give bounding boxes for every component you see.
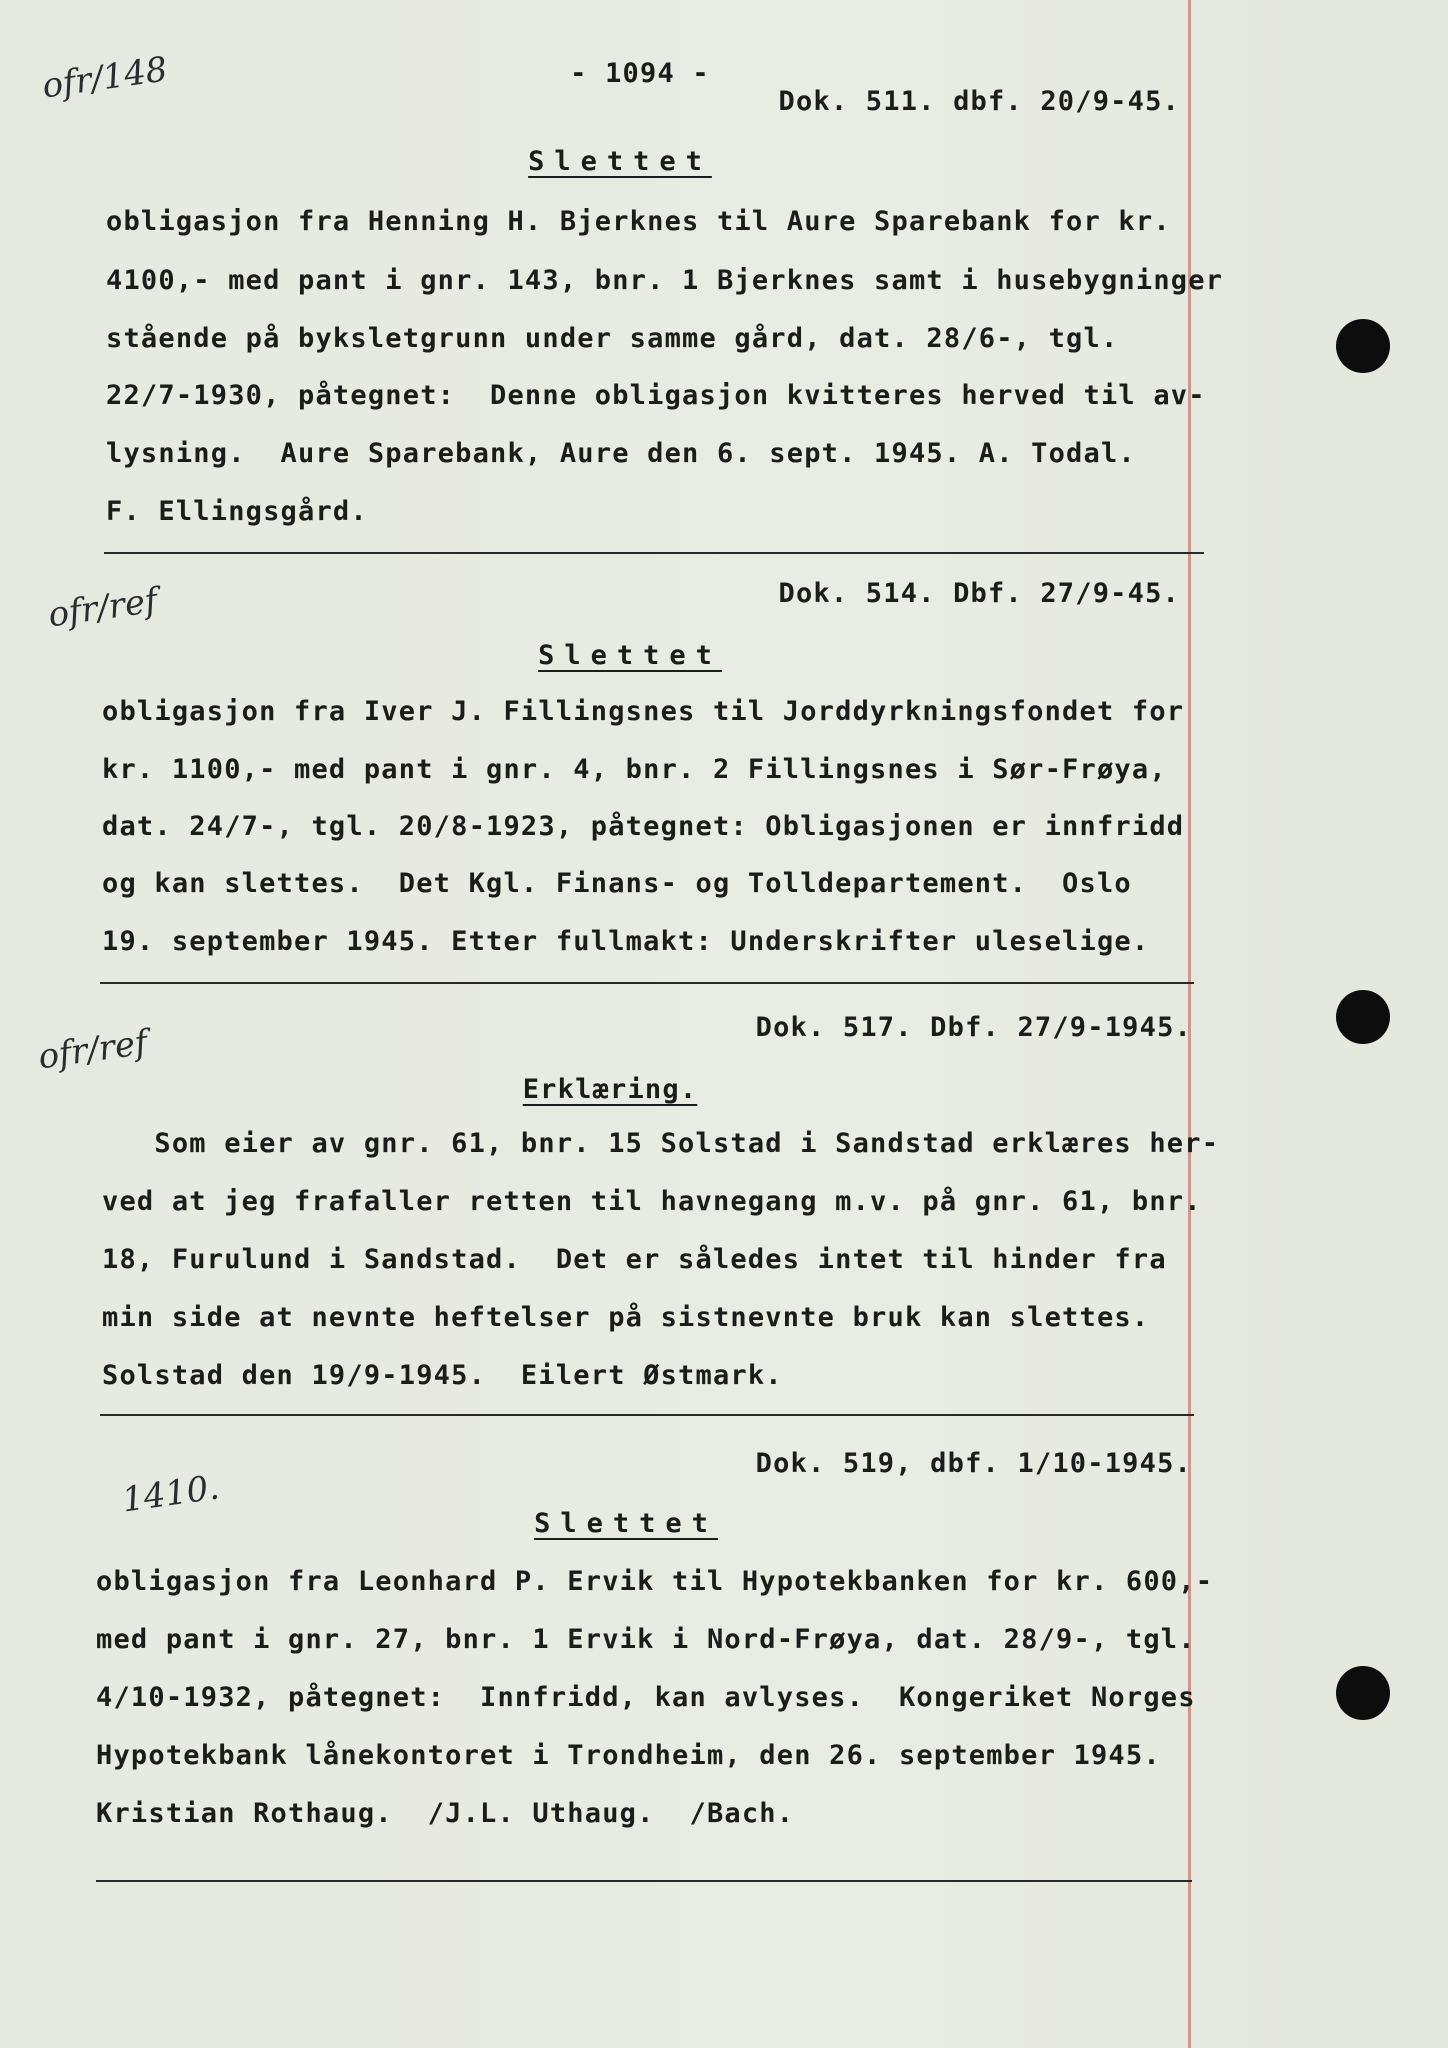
- entry-line: min side at nevnte heftelser på sistnevnte bruk kan slettes.: [102, 1302, 1150, 1333]
- entry-line: og kan slettes. Det Kgl. Finans- og Tolldepartement. Oslo: [102, 868, 1132, 899]
- entry-line: obligasjon fra Iver J. Fillingsnes til Jorddyrkningsfondet for: [102, 696, 1185, 727]
- entry-ref: Dok. 519, dbf. 1/10-1945.: [755, 1448, 1192, 1479]
- entry-line: 19. september 1945. Etter fullmakt: Underskrifter uleselige.: [102, 926, 1150, 957]
- entry-line: 4100,- med pant i gnr. 143, bnr. 1 Bjerknes samt i husebygninger: [106, 265, 1224, 296]
- margin-note: 1410.: [119, 1467, 222, 1521]
- entry-line: med pant i gnr. 27, bnr. 1 Ervik i Nord-Frøya, dat. 28/9-, tgl.: [96, 1624, 1196, 1655]
- entry-heading: Erklæring.: [522, 1074, 698, 1105]
- entry-ref: Dok. 517. Dbf. 27/9-1945.: [755, 1012, 1192, 1043]
- entry-line: ved at jeg frafaller retten til havnegang m.v. på gnr. 61, bnr.: [102, 1186, 1202, 1217]
- page-number: - 1094 -: [570, 58, 710, 89]
- entry-line: Kristian Rothaug. /J.L. Uthaug. /Bach.: [96, 1798, 795, 1829]
- entry-line: Som eier av gnr. 61, bnr. 15 Solstad i Sandstad erklæres her-: [102, 1128, 1220, 1159]
- entry-line: F. Ellingsgård.: [106, 496, 368, 527]
- entry-line: Solstad den 19/9-1945. Eilert Østmark.: [102, 1360, 783, 1391]
- entry-line: obligasjon fra Henning H. Bjerknes til Aure Sparebank for kr.: [106, 206, 1171, 237]
- entry-heading: Slettet: [538, 640, 722, 671]
- entry-line: Hypotekbank lånekontoret i Trondheim, den 26. september 1945.: [96, 1740, 1161, 1771]
- entry-line: obligasjon fra Leonhard P. Ervik til Hypotekbanken for kr. 600,-: [96, 1566, 1214, 1597]
- separator-rule: [96, 1880, 1192, 1882]
- entry-heading: Slettet: [528, 146, 712, 177]
- entry-line: 22/7-1930, påtegnet: Denne obligasjon kvitteres herved til av-: [106, 380, 1206, 411]
- entry-line: stående på byksletgrunn under samme gård, dat. 28/6-, tgl.: [106, 323, 1119, 354]
- entry-ref: Dok. 511. dbf. 20/9-45.: [778, 86, 1180, 117]
- entry-heading: Slettet: [534, 1508, 718, 1539]
- punch-hole: [1336, 990, 1390, 1044]
- entry-line: 18, Furulund i Sandstad. Det er således intet til hinder fra: [102, 1244, 1167, 1275]
- separator-rule: [100, 982, 1194, 984]
- entry-line: kr. 1100,- med pant i gnr. 4, bnr. 2 Fillingsnes i Sør-Frøya,: [102, 754, 1167, 785]
- separator-rule: [104, 552, 1204, 554]
- entry-line: 4/10-1932, påtegnet: Innfridd, kan avlyses. Kongeriket Norges: [96, 1682, 1196, 1713]
- margin-note: ofr/ref: [35, 1022, 150, 1078]
- margin-note: ofr/148: [39, 49, 170, 107]
- punch-hole: [1336, 1666, 1390, 1720]
- punch-hole: [1336, 319, 1390, 373]
- entry-line: lysning. Aure Sparebank, Aure den 6. sept. 1945. A. Todal.: [106, 438, 1136, 469]
- margin-note: ofr/ref: [45, 580, 160, 636]
- separator-rule: [100, 1414, 1194, 1416]
- entry-ref: Dok. 514. Dbf. 27/9-45.: [778, 578, 1180, 609]
- entry-line: dat. 24/7-, tgl. 20/8-1923, påtegnet: Obligasjonen er innfridd: [102, 811, 1185, 842]
